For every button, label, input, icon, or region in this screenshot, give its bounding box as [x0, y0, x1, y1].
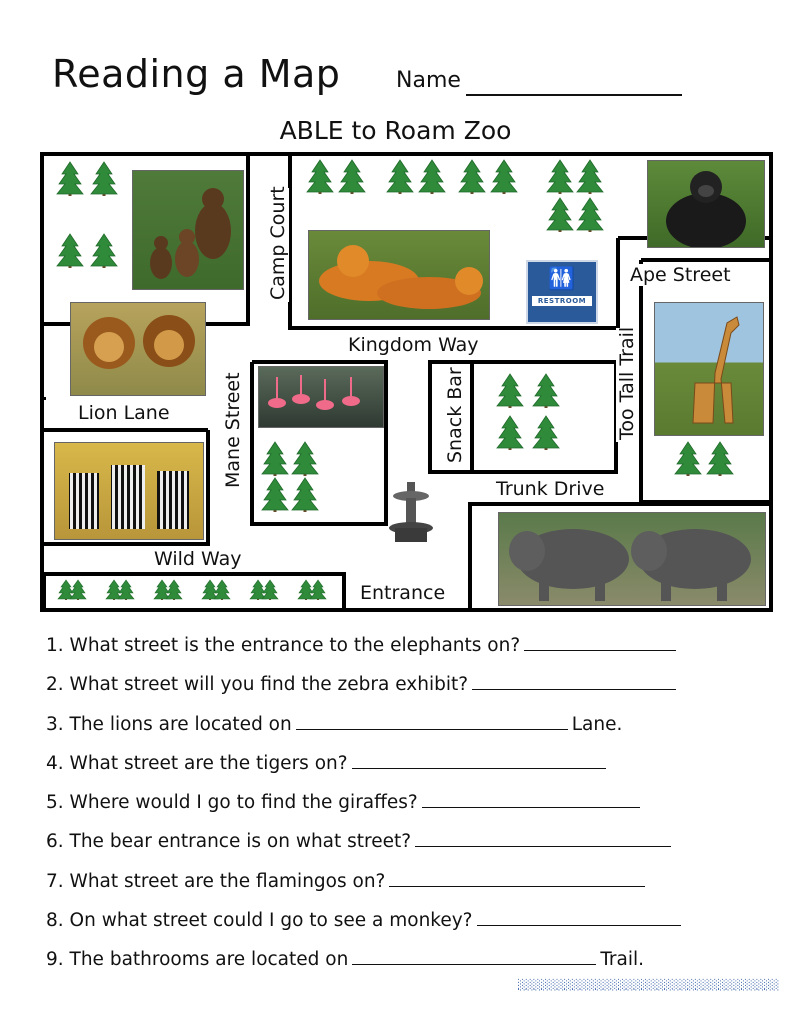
answer-blank-4[interactable] — [352, 752, 606, 769]
zebra-photo — [54, 442, 204, 540]
question-8: 8. On what street could I go to see a monkey? — [46, 909, 766, 948]
question-9: 9. The bathrooms are located on Trail. — [46, 949, 645, 971]
gorilla-photo — [647, 160, 765, 248]
name-field[interactable] — [466, 94, 682, 96]
answer-blank-1[interactable] — [524, 634, 676, 651]
answer-blank-2[interactable] — [472, 673, 676, 690]
street-ape-street: Ape Street — [630, 264, 731, 286]
question-7: 7. What street are the flamingos on? — [46, 870, 766, 909]
page-title: Reading a Map — [52, 52, 341, 96]
restroom-icon: 🚻 — [548, 267, 576, 292]
lion-photo — [70, 302, 206, 396]
restroom-label: RESTROOM — [532, 296, 592, 306]
name-label: Name — [396, 68, 461, 93]
question-5: 5. Where would I go to find the giraffes? — [46, 791, 766, 830]
answer-blank-7[interactable] — [389, 870, 645, 887]
answer-blank-8[interactable] — [477, 909, 681, 926]
question-3: 3. The lions are located on Lane. — [46, 713, 623, 735]
question-6: 6. The bear entrance is on what street? — [46, 830, 766, 869]
question-1: 1. What street is the entrance to the elephants on? — [46, 634, 766, 673]
street-trunk-drive: Trunk Drive — [496, 478, 605, 500]
answer-blank-6[interactable] — [415, 830, 671, 847]
giraffe-photo — [654, 302, 764, 436]
fountain-icon — [389, 482, 433, 542]
elephant-photo — [498, 512, 766, 606]
question-list — [46, 634, 766, 988]
tiger-photo — [308, 230, 490, 320]
footer-link[interactable]: ░░░░░░░░░░░░░░░░░░░░░░░░░░░░░░░░░░ — [518, 980, 780, 991]
question-2: 2. What street will you find the zebra exhibit? — [46, 673, 766, 712]
street-snack-bar: Snack Bar — [444, 367, 466, 463]
street-too-tall-trail: Too Tall Trail — [616, 326, 638, 440]
street-camp-court: Camp Court — [267, 186, 289, 300]
answer-blank-9[interactable] — [352, 948, 596, 965]
zoo-map — [40, 152, 773, 612]
answer-blank-5[interactable] — [422, 791, 640, 808]
map-title: ABLE to Roam Zoo — [279, 116, 512, 145]
flamingo-photo — [258, 366, 384, 428]
bear-photo — [132, 170, 244, 290]
street-lion-lane: Lion Lane — [78, 402, 170, 424]
restroom-sign — [526, 260, 598, 324]
answer-blank-3[interactable] — [296, 713, 568, 730]
street-wild-way: Wild Way — [154, 548, 242, 570]
question-4: 4. What street are the tigers on? — [46, 752, 766, 791]
street-kingdom-way: Kingdom Way — [348, 334, 479, 356]
entrance-label: Entrance — [360, 582, 446, 604]
street-mane-street: Mane Street — [222, 372, 244, 488]
